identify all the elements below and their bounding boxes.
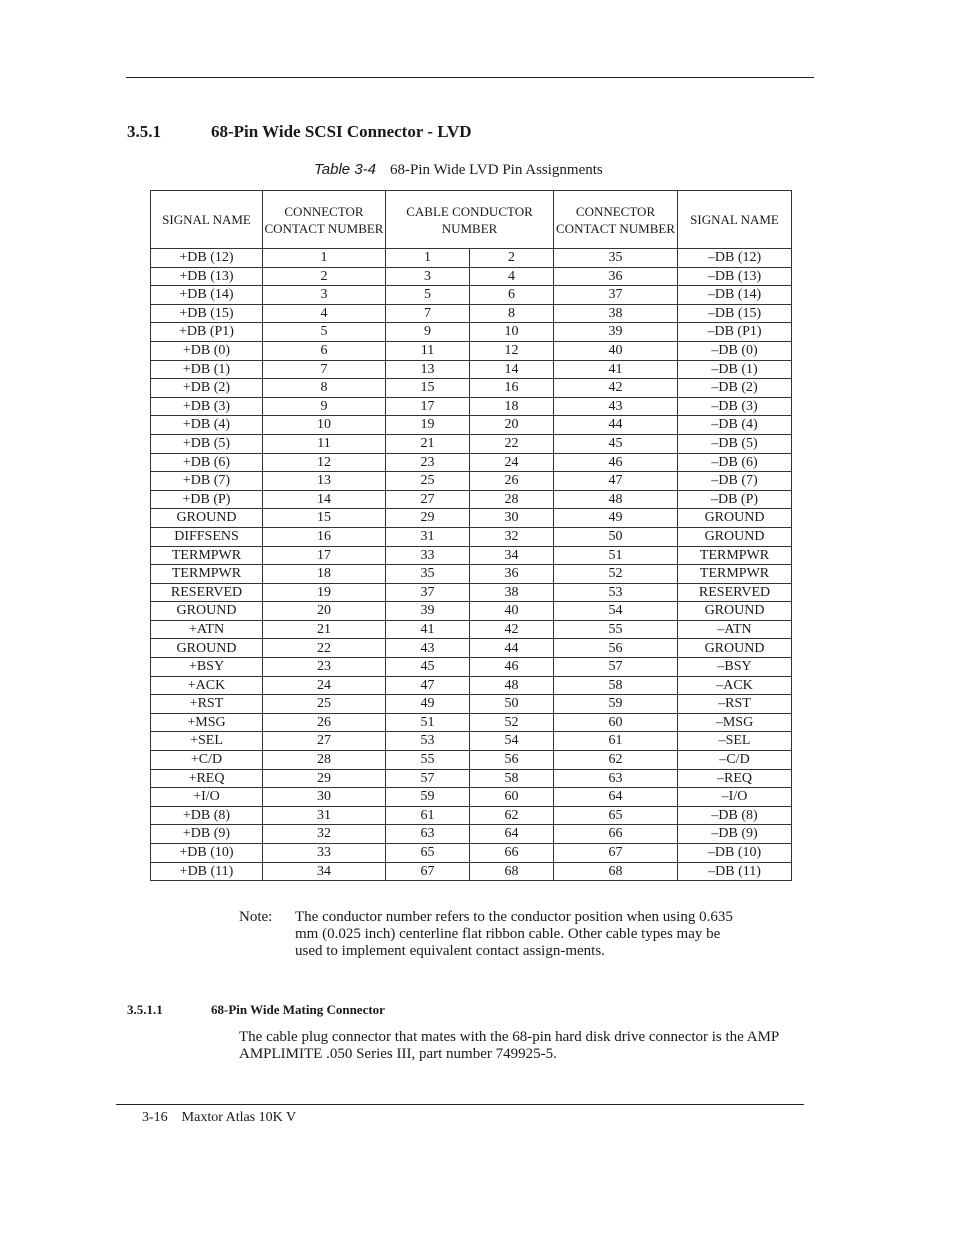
table-row [151, 490, 792, 509]
pin-assignment-table [150, 190, 792, 881]
header-connector-contact: CONNECTOR CONTACT NUMBER [263, 191, 386, 249]
table-caption [314, 161, 603, 179]
table-cell: +DB (P) [151, 490, 263, 509]
table-cell: –DB (14) [678, 286, 792, 305]
header-signal-name: SIGNAL NAME [151, 191, 263, 249]
table-cell: 45 [554, 434, 678, 453]
table-cell: 16 [263, 527, 386, 546]
table-row [151, 527, 792, 546]
table-body [151, 249, 792, 881]
table-cell: 42 [554, 379, 678, 398]
table-cell: 25 [386, 472, 470, 491]
table-row [151, 806, 792, 825]
table-cell: DIFFSENS [151, 527, 263, 546]
table-cell: +DB (3) [151, 397, 263, 416]
table-cell: 31 [386, 527, 470, 546]
table-row [151, 639, 792, 658]
table-cell: 62 [470, 806, 554, 825]
table-cell: +DB (1) [151, 360, 263, 379]
table-cell: TERMPWR [151, 546, 263, 565]
table-cell: 14 [470, 360, 554, 379]
table-cell: –DB (P) [678, 490, 792, 509]
table-row [151, 565, 792, 584]
table-cell: +C/D [151, 751, 263, 770]
table-cell: 20 [470, 416, 554, 435]
table-row [151, 249, 792, 268]
table-cell: +DB (6) [151, 453, 263, 472]
table-row [151, 267, 792, 286]
table-cell: 62 [554, 751, 678, 770]
table-cell: 45 [386, 658, 470, 677]
table-cell: 54 [470, 732, 554, 751]
table-cell: +DB (2) [151, 379, 263, 398]
table-cell: 58 [470, 769, 554, 788]
subsection-heading [127, 1002, 385, 1018]
table-cell: –DB (11) [678, 862, 792, 881]
table-row [151, 713, 792, 732]
table-cell: 39 [554, 323, 678, 342]
table-cell: 54 [554, 602, 678, 621]
table-cell: +DB (4) [151, 416, 263, 435]
table-cell: 63 [386, 825, 470, 844]
table-cell: 57 [554, 658, 678, 677]
table-cell: –RST [678, 695, 792, 714]
table-cell: TERMPWR [678, 546, 792, 565]
table-cell: 55 [554, 620, 678, 639]
header-cable-conductor: CABLE CONDUCTOR NUMBER [386, 191, 554, 249]
table-row [151, 416, 792, 435]
table-cell: 18 [263, 565, 386, 584]
table-cell: 32 [470, 527, 554, 546]
table-cell: +I/O [151, 788, 263, 807]
table-cell: 21 [386, 434, 470, 453]
table-cell: 3 [263, 286, 386, 305]
table-cell: 24 [470, 453, 554, 472]
table-cell: 26 [470, 472, 554, 491]
table-cell: 7 [263, 360, 386, 379]
table-cell: 24 [263, 676, 386, 695]
header-signal-name: SIGNAL NAME [678, 191, 792, 249]
table-cell: 41 [554, 360, 678, 379]
table-row [151, 732, 792, 751]
table-cell: 23 [386, 453, 470, 472]
table-cell: 34 [470, 546, 554, 565]
subsection-title: 68-Pin Wide Mating Connector [211, 1002, 385, 1017]
table-cell: –DB (6) [678, 453, 792, 472]
table-cell: –DB (2) [678, 379, 792, 398]
table-cell: –SEL [678, 732, 792, 751]
table-cell: 60 [470, 788, 554, 807]
table-cell: 56 [470, 751, 554, 770]
document-title: Maxtor Atlas 10K V [181, 1110, 297, 1125]
table-cell: 11 [386, 341, 470, 360]
table-cell: +DB (8) [151, 806, 263, 825]
footer-rule [116, 1104, 804, 1105]
table-cell: 39 [386, 602, 470, 621]
table-cell: 8 [263, 379, 386, 398]
table-cell: GROUND [678, 602, 792, 621]
page-number: 3-16 [142, 1110, 168, 1125]
table-cell: 3 [386, 267, 470, 286]
table-cell: 49 [386, 695, 470, 714]
table-cell: +DB (15) [151, 304, 263, 323]
table-cell: 2 [470, 249, 554, 268]
table-cell: 4 [470, 267, 554, 286]
table-cell: 60 [554, 713, 678, 732]
section-heading [127, 122, 472, 142]
table-cell: 21 [263, 620, 386, 639]
table-cell: +DB (9) [151, 825, 263, 844]
section-title: 68-Pin Wide SCSI Connector - LVD [211, 122, 472, 141]
table-cell: 1 [386, 249, 470, 268]
table-cell: 36 [554, 267, 678, 286]
table-cell: 8 [470, 304, 554, 323]
table-cell: +ATN [151, 620, 263, 639]
table-row [151, 434, 792, 453]
table-row [151, 286, 792, 305]
table-cell: –C/D [678, 751, 792, 770]
table-cell: –DB (0) [678, 341, 792, 360]
header-connector-contact: CONNECTOR CONTACT NUMBER [554, 191, 678, 249]
table-cell: 27 [263, 732, 386, 751]
table-cell: 5 [386, 286, 470, 305]
note-label: Note: [239, 909, 273, 925]
page-footer [142, 1110, 296, 1126]
table-cell: 51 [386, 713, 470, 732]
table-cell: +DB (14) [151, 286, 263, 305]
table-cell: 51 [554, 546, 678, 565]
table-cell: 9 [386, 323, 470, 342]
table-cell: 20 [263, 602, 386, 621]
table-cell: 40 [470, 602, 554, 621]
subsection-number: 3.5.1.1 [127, 1002, 163, 1017]
table-cell: 15 [263, 509, 386, 528]
table-cell: 26 [263, 713, 386, 732]
table-cell: 28 [470, 490, 554, 509]
table-cell: 22 [470, 434, 554, 453]
table-cell: RESERVED [678, 583, 792, 602]
table-cell: 35 [386, 565, 470, 584]
table-cell: 43 [554, 397, 678, 416]
table-cell: 53 [386, 732, 470, 751]
table-cell: RESERVED [151, 583, 263, 602]
table-cell: +DB (13) [151, 267, 263, 286]
header-rule [126, 77, 814, 78]
table-cell: 7 [386, 304, 470, 323]
body-paragraph: The cable plug connector that mates with the 68-pin hard disk drive connector is the AMP AMPLIMITE .050 Series III, part number 749925-5. [239, 1029, 779, 1062]
table-cell: 46 [554, 453, 678, 472]
table-cell: 6 [263, 341, 386, 360]
table-cell: 10 [263, 416, 386, 435]
table-row [151, 341, 792, 360]
table-cell: +RST [151, 695, 263, 714]
table-cell: 43 [386, 639, 470, 658]
table-row [151, 453, 792, 472]
table-row [151, 658, 792, 677]
table-label: Table 3-4 [314, 161, 376, 178]
table-cell: GROUND [678, 509, 792, 528]
table-header-row [151, 191, 792, 249]
table-cell: 44 [554, 416, 678, 435]
table-cell: 6 [470, 286, 554, 305]
table-row [151, 304, 792, 323]
table-cell: 30 [263, 788, 386, 807]
table-cell: 64 [554, 788, 678, 807]
table-cell: 57 [386, 769, 470, 788]
table-cell: 14 [263, 490, 386, 509]
table-cell: –DB (15) [678, 304, 792, 323]
table-cell: 59 [386, 788, 470, 807]
table-row [151, 323, 792, 342]
table-row [151, 751, 792, 770]
table-cell: 37 [554, 286, 678, 305]
table-cell: 13 [386, 360, 470, 379]
table-cell: 29 [386, 509, 470, 528]
table-cell: 66 [470, 844, 554, 863]
table-cell: –DB (1) [678, 360, 792, 379]
table-cell: 16 [470, 379, 554, 398]
table-cell: 47 [386, 676, 470, 695]
table-cell: 27 [386, 490, 470, 509]
table-cell: +REQ [151, 769, 263, 788]
table-cell: 61 [554, 732, 678, 751]
table-cell: –DB (9) [678, 825, 792, 844]
section-number: 3.5.1 [127, 122, 161, 141]
table-cell: 38 [470, 583, 554, 602]
table-cell: +MSG [151, 713, 263, 732]
table-row [151, 546, 792, 565]
table-cell: 65 [554, 806, 678, 825]
table-row [151, 695, 792, 714]
table-cell: 22 [263, 639, 386, 658]
table-cell: +SEL [151, 732, 263, 751]
table-cell: 67 [554, 844, 678, 863]
table-cell: 52 [470, 713, 554, 732]
table-caption-text: 68-Pin Wide LVD Pin Assignments [390, 162, 603, 178]
table-cell: –DB (10) [678, 844, 792, 863]
table-cell: 25 [263, 695, 386, 714]
table-cell: +DB (0) [151, 341, 263, 360]
table-row [151, 602, 792, 621]
table-cell: +DB (11) [151, 862, 263, 881]
table-cell: 10 [470, 323, 554, 342]
table-cell: +DB (P1) [151, 323, 263, 342]
table-cell: –ATN [678, 620, 792, 639]
table-cell: –DB (13) [678, 267, 792, 286]
table-cell: 33 [386, 546, 470, 565]
table-cell: –DB (5) [678, 434, 792, 453]
table-cell: –DB (P1) [678, 323, 792, 342]
table-cell: 1 [263, 249, 386, 268]
table-cell: 35 [554, 249, 678, 268]
table-cell: 48 [470, 676, 554, 695]
table-cell: 17 [386, 397, 470, 416]
table-cell: 11 [263, 434, 386, 453]
table-cell: –DB (4) [678, 416, 792, 435]
table-cell: 47 [554, 472, 678, 491]
table-cell: +BSY [151, 658, 263, 677]
table-row [151, 788, 792, 807]
table-row [151, 379, 792, 398]
table-cell: 67 [386, 862, 470, 881]
table-row [151, 397, 792, 416]
table-cell: 32 [263, 825, 386, 844]
table-cell: 63 [554, 769, 678, 788]
note-text: The conductor number refers to the conductor position when using 0.635 mm (0.025 inch) centerline flat ribbon cable. Other cable types may be used to implement equivalent contact assign-ments. [295, 909, 733, 959]
table-cell: 50 [554, 527, 678, 546]
table-cell: 19 [386, 416, 470, 435]
table-cell: –MSG [678, 713, 792, 732]
table-cell: –REQ [678, 769, 792, 788]
note [239, 909, 799, 960]
table-cell: 48 [554, 490, 678, 509]
table-cell: TERMPWR [678, 565, 792, 584]
table-cell: 55 [386, 751, 470, 770]
table-cell: 53 [554, 583, 678, 602]
table-cell: 34 [263, 862, 386, 881]
table-row [151, 825, 792, 844]
table-cell: +DB (10) [151, 844, 263, 863]
table-cell: 49 [554, 509, 678, 528]
table-cell: 50 [470, 695, 554, 714]
table-cell: 68 [470, 862, 554, 881]
table-cell: 61 [386, 806, 470, 825]
table-cell: TERMPWR [151, 565, 263, 584]
table-cell: GROUND [678, 639, 792, 658]
table-cell: 19 [263, 583, 386, 602]
table-cell: +DB (7) [151, 472, 263, 491]
table-cell: +DB (12) [151, 249, 263, 268]
table-cell: 30 [470, 509, 554, 528]
table-cell: GROUND [678, 527, 792, 546]
table-row [151, 862, 792, 881]
table-cell: 15 [386, 379, 470, 398]
table-cell: 66 [554, 825, 678, 844]
table-cell: 68 [554, 862, 678, 881]
table-cell: 42 [470, 620, 554, 639]
table-row [151, 769, 792, 788]
table-cell: 9 [263, 397, 386, 416]
table-cell: –DB (7) [678, 472, 792, 491]
table-cell: 31 [263, 806, 386, 825]
table-row [151, 676, 792, 695]
table-cell: –I/O [678, 788, 792, 807]
table-row [151, 844, 792, 863]
table-cell: 36 [470, 565, 554, 584]
table-cell: 37 [386, 583, 470, 602]
table-cell: 52 [554, 565, 678, 584]
table-cell: 18 [470, 397, 554, 416]
table-cell: +DB (5) [151, 434, 263, 453]
table-cell: 33 [263, 844, 386, 863]
table-cell: 29 [263, 769, 386, 788]
table-row [151, 583, 792, 602]
table-cell: 12 [263, 453, 386, 472]
table-cell: –DB (12) [678, 249, 792, 268]
table-cell: 17 [263, 546, 386, 565]
table-cell: GROUND [151, 509, 263, 528]
table-cell: 44 [470, 639, 554, 658]
table-cell: 28 [263, 751, 386, 770]
table-cell: 2 [263, 267, 386, 286]
table-cell: 46 [470, 658, 554, 677]
table-cell: GROUND [151, 602, 263, 621]
table-cell: 65 [386, 844, 470, 863]
table-row [151, 472, 792, 491]
table-cell: –DB (8) [678, 806, 792, 825]
table-cell: GROUND [151, 639, 263, 658]
table-cell: –DB (3) [678, 397, 792, 416]
table-cell: 23 [263, 658, 386, 677]
table-cell: 58 [554, 676, 678, 695]
table-cell: 59 [554, 695, 678, 714]
table-cell: 12 [470, 341, 554, 360]
table-cell: –ACK [678, 676, 792, 695]
table-row [151, 509, 792, 528]
table-cell: 13 [263, 472, 386, 491]
table-cell: 5 [263, 323, 386, 342]
table-cell: 56 [554, 639, 678, 658]
table-row [151, 620, 792, 639]
table-cell: 40 [554, 341, 678, 360]
table-cell: 41 [386, 620, 470, 639]
table-row [151, 360, 792, 379]
table-cell: 4 [263, 304, 386, 323]
table-cell: 38 [554, 304, 678, 323]
table-cell: +ACK [151, 676, 263, 695]
table-cell: –BSY [678, 658, 792, 677]
table-cell: 64 [470, 825, 554, 844]
